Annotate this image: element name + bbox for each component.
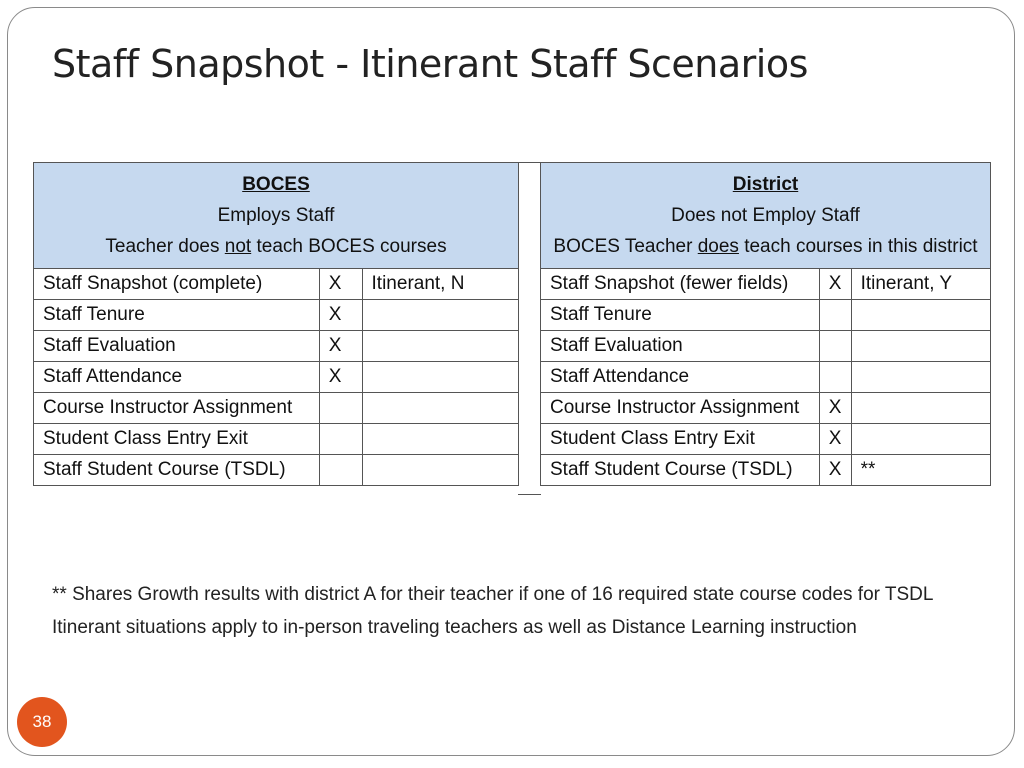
boces-header-line2: Teacher does not teach BOCES courses <box>105 236 447 257</box>
cell-note <box>362 424 518 455</box>
table-row <box>541 300 991 331</box>
cell-mark: X <box>819 455 851 486</box>
cell-note <box>851 362 990 393</box>
cell-note: Itinerant, Y <box>851 269 990 300</box>
cell-mark: X <box>319 331 362 362</box>
table-row <box>34 269 519 300</box>
cell-mark: X <box>819 424 851 455</box>
district-header-row <box>541 163 991 269</box>
cell-label: Staff Snapshot (complete) <box>34 269 320 300</box>
cell-note <box>362 362 518 393</box>
district-header-line2: BOCES Teacher does teach courses in this district <box>553 236 978 257</box>
table-row <box>34 331 519 362</box>
district-table <box>540 162 991 486</box>
cell-label: Staff Attendance <box>34 362 320 393</box>
cell-mark <box>819 300 851 331</box>
table-row <box>34 362 519 393</box>
cell-label: Staff Tenure <box>541 300 820 331</box>
slide-title: Staff Snapshot - Itinerant Staff Scenarios <box>52 42 808 86</box>
table-row <box>541 269 991 300</box>
cell-label: Course Instructor Assignment <box>541 393 820 424</box>
cell-mark <box>319 455 362 486</box>
cell-note: Itinerant, N <box>362 269 518 300</box>
table-row <box>541 393 991 424</box>
district-rows <box>541 269 991 486</box>
page-number-badge: 38 <box>17 697 67 747</box>
table-row <box>541 362 991 393</box>
cell-label: Student Class Entry Exit <box>34 424 320 455</box>
cell-mark <box>319 393 362 424</box>
boces-header-emphasis: not <box>224 236 252 257</box>
cell-mark: X <box>319 362 362 393</box>
boces-header-row <box>34 163 519 269</box>
cell-mark <box>819 331 851 362</box>
district-header-emphasis: does <box>697 236 739 257</box>
cell-mark <box>319 424 362 455</box>
cell-note: ** <box>851 455 990 486</box>
boces-table <box>33 162 519 486</box>
table-row <box>34 424 519 455</box>
cell-label: Staff Student Course (TSDL) <box>34 455 320 486</box>
cell-label: Staff Tenure <box>34 300 320 331</box>
cell-mark: X <box>319 300 362 331</box>
table-row <box>541 331 991 362</box>
table-row <box>34 300 519 331</box>
cell-note <box>851 393 990 424</box>
cell-label: Staff Evaluation <box>541 331 820 362</box>
table-gap <box>518 162 541 495</box>
cell-label: Staff Student Course (TSDL) <box>541 455 820 486</box>
cell-note <box>362 331 518 362</box>
table-row <box>34 455 519 486</box>
cell-mark <box>819 362 851 393</box>
cell-note <box>851 331 990 362</box>
cell-note <box>362 455 518 486</box>
cell-label: Student Class Entry Exit <box>541 424 820 455</box>
table-row <box>541 455 991 486</box>
table-row <box>541 424 991 455</box>
cell-mark: X <box>819 269 851 300</box>
cell-label: Staff Evaluation <box>34 331 320 362</box>
boces-header-line1: Employs Staff <box>217 205 335 226</box>
cell-note <box>362 300 518 331</box>
table-row <box>34 393 519 424</box>
district-header <box>541 163 991 269</box>
cell-mark: X <box>319 269 362 300</box>
boces-rows <box>34 269 519 486</box>
district-header-line1: Does not Employ Staff <box>671 205 860 226</box>
boces-header-title: BOCES <box>242 174 310 195</box>
cell-mark: X <box>819 393 851 424</box>
cell-note <box>362 393 518 424</box>
cell-note <box>851 300 990 331</box>
cell-label: Staff Snapshot (fewer fields) <box>541 269 820 300</box>
footnote-line-2: Itinerant situations apply to in-person traveling teachers as well as Distance Learning instruction <box>52 617 857 638</box>
cell-note <box>851 424 990 455</box>
footnote-line-1: ** Shares Growth results with district A for their teacher if one of 16 required state course codes for TSDL <box>52 584 934 605</box>
boces-header <box>34 163 519 269</box>
cell-label: Staff Attendance <box>541 362 820 393</box>
district-header-title: District <box>732 174 799 195</box>
cell-label: Course Instructor Assignment <box>34 393 320 424</box>
